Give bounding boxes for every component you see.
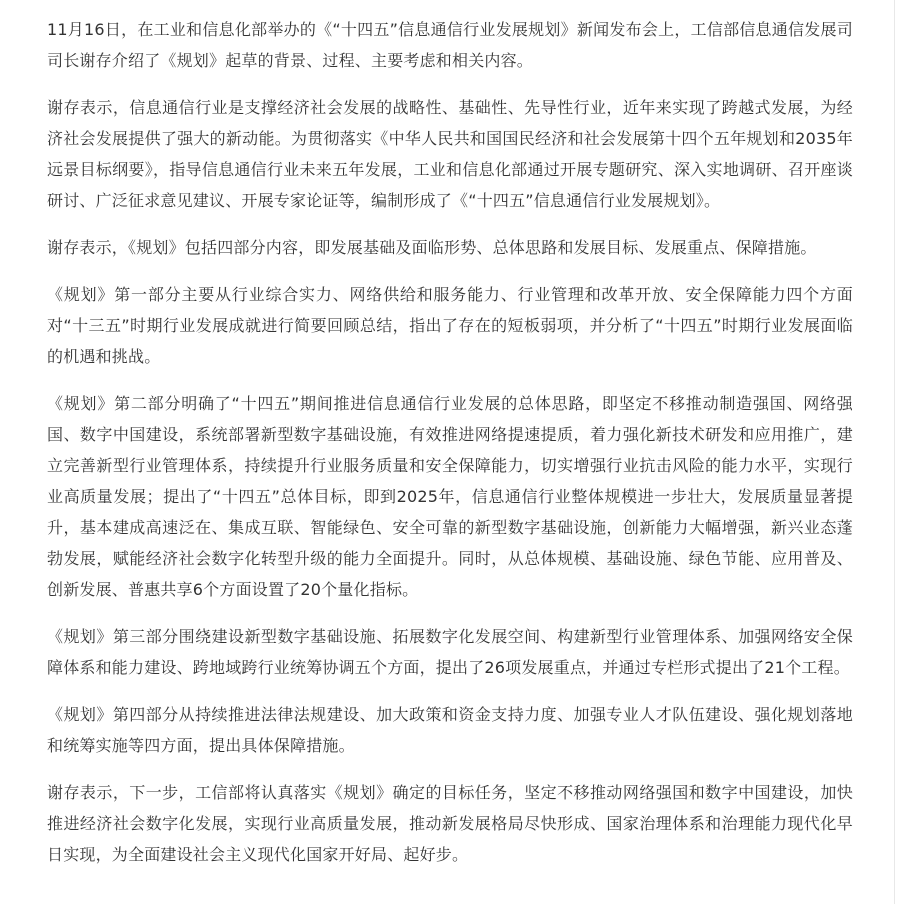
page-divider (894, 0, 895, 904)
paragraph-part-four: 《规划》第四部分从持续推进法律法规建设、加大政策和资金支持力度、加强专业人才队伍建设、强化规划落地和统筹实施等四方面，提出具体保障措施。 (47, 705, 853, 755)
article-body (47, 14, 853, 886)
paragraph-intro: 11月16日，在工业和信息化部举办的《“十四五”信息通信行业发展规划》新闻发布会上，工信部信息通信发展司司长谢存介绍了《规划》起草的背景、过程、主要考虑和相关内容。 (47, 20, 853, 70)
paragraph-part-three: 《规划》第三部分围绕建设新型数字基础设施、拓展数字化发展空间、构建新型行业管理体系、加强网络安全保障体系和能力建设、跨地域跨行业统筹协调五个方面，提出了26项发展重点，并通过专栏形式提出了21个工程。 (47, 627, 853, 677)
paragraph-background: 谢存表示，信息通信行业是支撑经济社会发展的战略性、基础性、先导性行业，近年来实现了跨越式发展，为经济社会发展提供了强大的新动能。为贯彻落实《中华人民共和国国民经济和社会发展第十四个五年规划和2035年远景目标纲要》，指导信息通信行业未来五年发展，工业和信息化部通过开展专题研究、深入实地调研、召开座谈研讨、广泛征求意见建议、开展专家论证等，编制形成了《“十四五”信息通信行业发展规划》。 (47, 98, 853, 210)
paragraph-part-one: 《规划》第一部分主要从行业综合实力、网络供给和服务能力、行业管理和改革开放、安全保障能力四个方面对“十三五”时期行业发展成就进行简要回顾总结，指出了存在的短板弱项，并分析了“十四五”时期行业发展面临的机遇和挑战。 (47, 285, 853, 366)
paragraph-structure: 谢存表示，《规划》包括四部分内容，即发展基础及面临形势、总体思路和发展目标、发展重点、保障措施。 (47, 238, 817, 257)
paragraph-next-steps: 谢存表示，下一步，工信部将认真落实《规划》确定的目标任务，坚定不移推动网络强国和数字中国建设，加快推进经济社会数字化发展，实现行业高质量发展，推动新发展格局尽快形成、国家治理体系和治理能力现代化早日实现，为全面建设社会主义现代化国家开好局、起好步。 (47, 783, 853, 864)
paragraph-part-two: 《规划》第二部分明确了“十四五”期间推进信息通信行业发展的总体思路，即坚定不移推动制造强国、网络强国、数字中国建设，系统部署新型数字基础设施，有效推进网络提速提质，着力强化新技术研发和应用推广，建立完善新型行业管理体系，持续提升行业服务质量和安全保障能力，切实增强行业抗击风险的能力水平，实现行业高质量发展；提出了“十四五”总体目标，即到2025年，信息通信行业整体规模进一步壮大，发展质量显著提升，基本建成高速泛在、集成互联、智能绿色、安全可靠的新型数字基础设施，创新能力大幅增强，新兴业态蓬勃发展，赋能经济社会数字化转型升级的能力全面提升。同时，从总体规模、基础设施、绿色节能、应用普及、创新发展、普惠共享6个方面设置了20个量化指标。 (47, 394, 853, 599)
